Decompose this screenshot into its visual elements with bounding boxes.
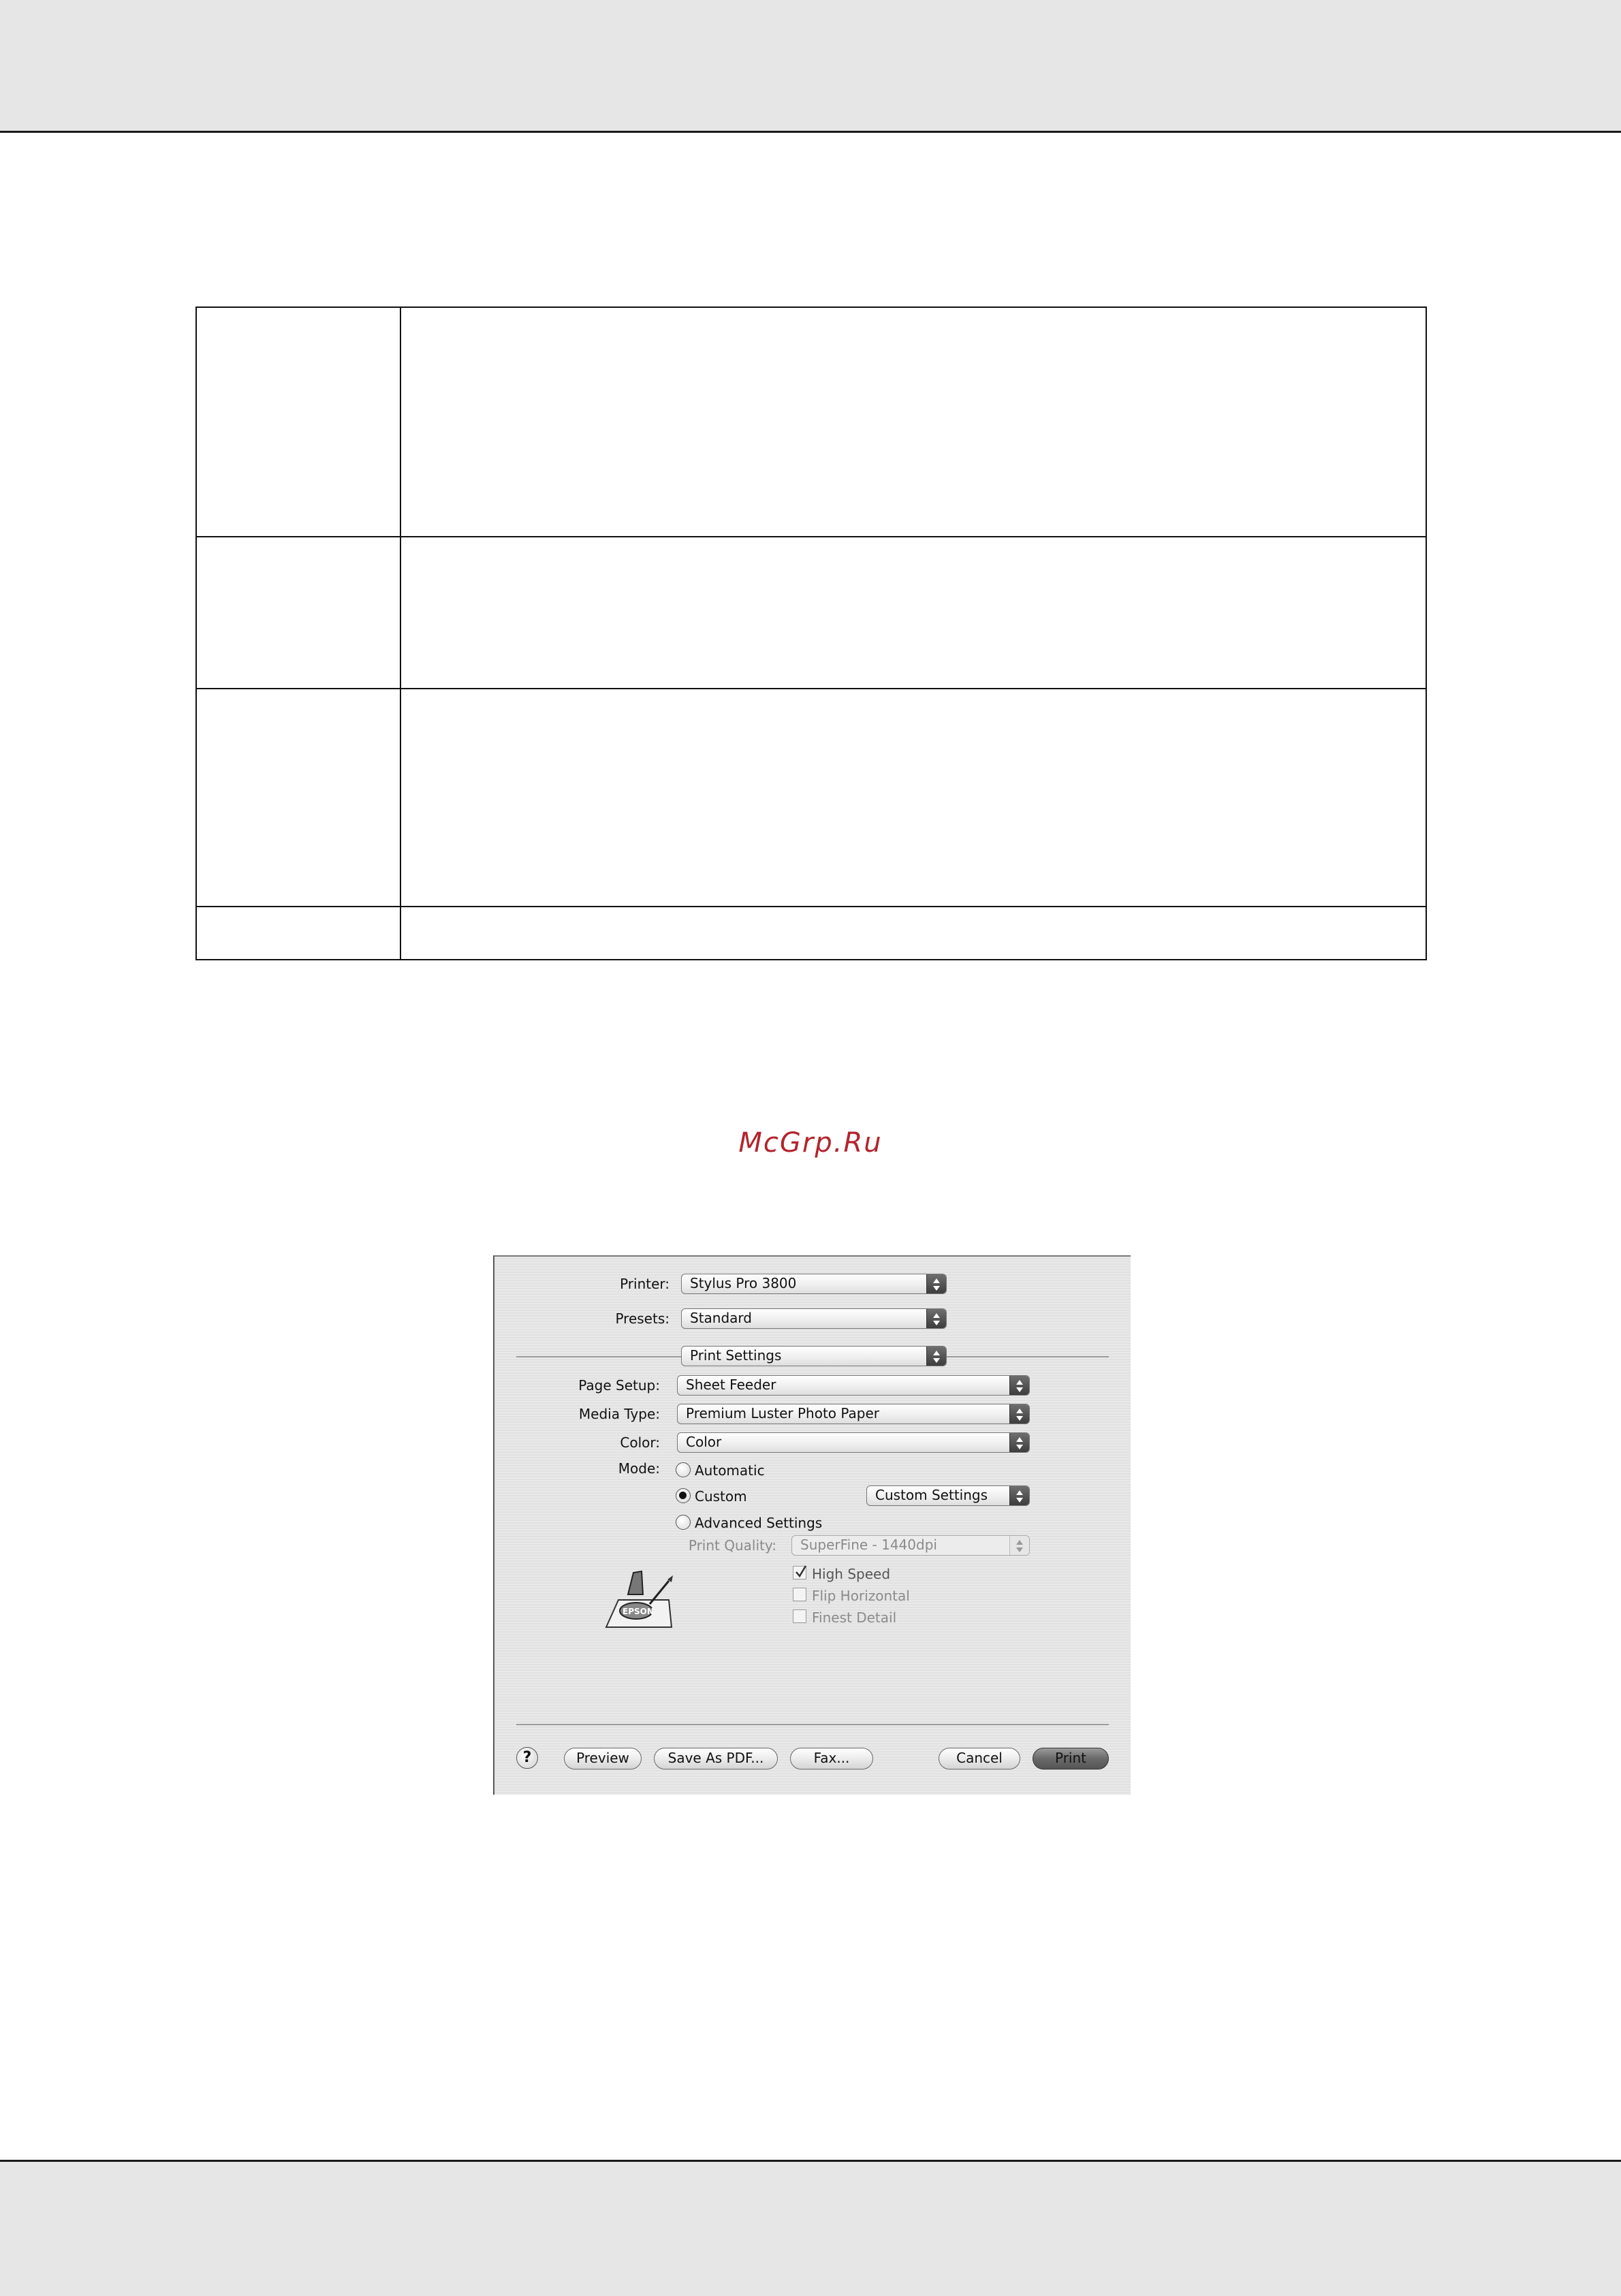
mode-label: Mode:	[618, 1460, 660, 1477]
table-cell-label	[197, 537, 401, 688]
media-type-value: Premium Luster Photo Paper	[686, 1405, 880, 1421]
popup-arrows-icon	[926, 1274, 946, 1293]
print-button[interactable]: Print	[1033, 1748, 1109, 1770]
table-row	[197, 537, 1426, 689]
table-row	[197, 689, 1426, 907]
popup-arrows-icon	[1009, 1433, 1029, 1452]
table-cell-label	[197, 689, 401, 906]
flip-horizontal-checkbox[interactable]	[793, 1588, 806, 1601]
flip-horizontal-label: Flip Horizontal	[812, 1588, 910, 1604]
color-label: Color:	[620, 1434, 660, 1451]
popup-arrows-icon	[926, 1309, 946, 1328]
watermark-text: McGrp.Ru	[738, 1127, 883, 1159]
popup-arrows-icon	[1009, 1536, 1029, 1555]
page-header-band	[0, 0, 1621, 133]
printer-value: Stylus Pro 3800	[690, 1275, 797, 1291]
save-as-pdf-button[interactable]: Save As PDF...	[654, 1748, 778, 1770]
epson-printer-icon	[601, 1567, 677, 1633]
page-setup-popup[interactable]	[677, 1375, 1030, 1396]
checkmark-icon	[794, 1564, 808, 1579]
panel-popup[interactable]	[681, 1346, 947, 1366]
separator	[516, 1356, 681, 1357]
page-setup-value: Sheet Feeder	[686, 1377, 776, 1393]
mode-advanced-radio[interactable]	[676, 1515, 691, 1530]
mode-automatic-radio[interactable]	[676, 1462, 691, 1477]
presets-popup[interactable]	[681, 1308, 947, 1329]
print-quality-label: Print Quality:	[688, 1537, 776, 1554]
panel-value: Print Settings	[690, 1347, 782, 1364]
preview-button[interactable]: Preview	[564, 1748, 642, 1770]
color-value: Color	[686, 1434, 722, 1450]
mode-automatic-label: Automatic	[695, 1462, 765, 1479]
table-row	[197, 907, 1426, 959]
popup-arrows-icon	[926, 1347, 946, 1366]
epson-logo-text: EPSON	[623, 1607, 654, 1616]
page-footer-band	[0, 2160, 1621, 2296]
popup-arrows-icon	[1009, 1404, 1029, 1424]
printer-popup[interactable]	[681, 1274, 947, 1294]
print-dialog	[493, 1255, 1131, 1795]
popup-arrows-icon	[1009, 1376, 1029, 1395]
popup-arrows-icon	[1009, 1486, 1029, 1505]
separator	[516, 1724, 1109, 1725]
table-cell-label	[197, 907, 401, 959]
high-speed-label: High Speed	[812, 1566, 891, 1582]
custom-settings-value: Custom Settings	[875, 1487, 988, 1503]
finest-detail-label: Finest Detail	[812, 1609, 897, 1626]
mode-custom-label: Custom	[695, 1488, 747, 1505]
table-cell-label	[197, 308, 401, 536]
cancel-button[interactable]: Cancel	[939, 1748, 1020, 1770]
page-setup-label: Page Setup:	[578, 1377, 660, 1394]
radio-selected-dot	[679, 1492, 687, 1499]
presets-label: Presets:	[615, 1310, 670, 1327]
fax-button[interactable]: Fax...	[790, 1748, 873, 1770]
mode-custom-radio[interactable]	[676, 1488, 691, 1503]
media-type-label: Media Type:	[578, 1406, 660, 1422]
finest-detail-checkbox[interactable]	[793, 1609, 806, 1623]
custom-settings-popup[interactable]	[866, 1485, 1030, 1506]
mode-advanced-label: Advanced Settings	[695, 1515, 823, 1531]
presets-value: Standard	[690, 1310, 752, 1326]
media-type-popup[interactable]	[677, 1404, 1030, 1424]
color-popup[interactable]	[677, 1432, 1030, 1453]
document-table	[195, 306, 1427, 960]
print-quality-value: SuperFine - 1440dpi	[800, 1537, 937, 1553]
separator	[947, 1356, 1109, 1357]
table-row	[197, 308, 1426, 537]
print-quality-popup[interactable]	[791, 1535, 1030, 1556]
high-speed-checkbox[interactable]	[793, 1566, 806, 1579]
printer-label: Printer:	[620, 1276, 670, 1292]
help-button[interactable]: ?	[516, 1747, 538, 1769]
